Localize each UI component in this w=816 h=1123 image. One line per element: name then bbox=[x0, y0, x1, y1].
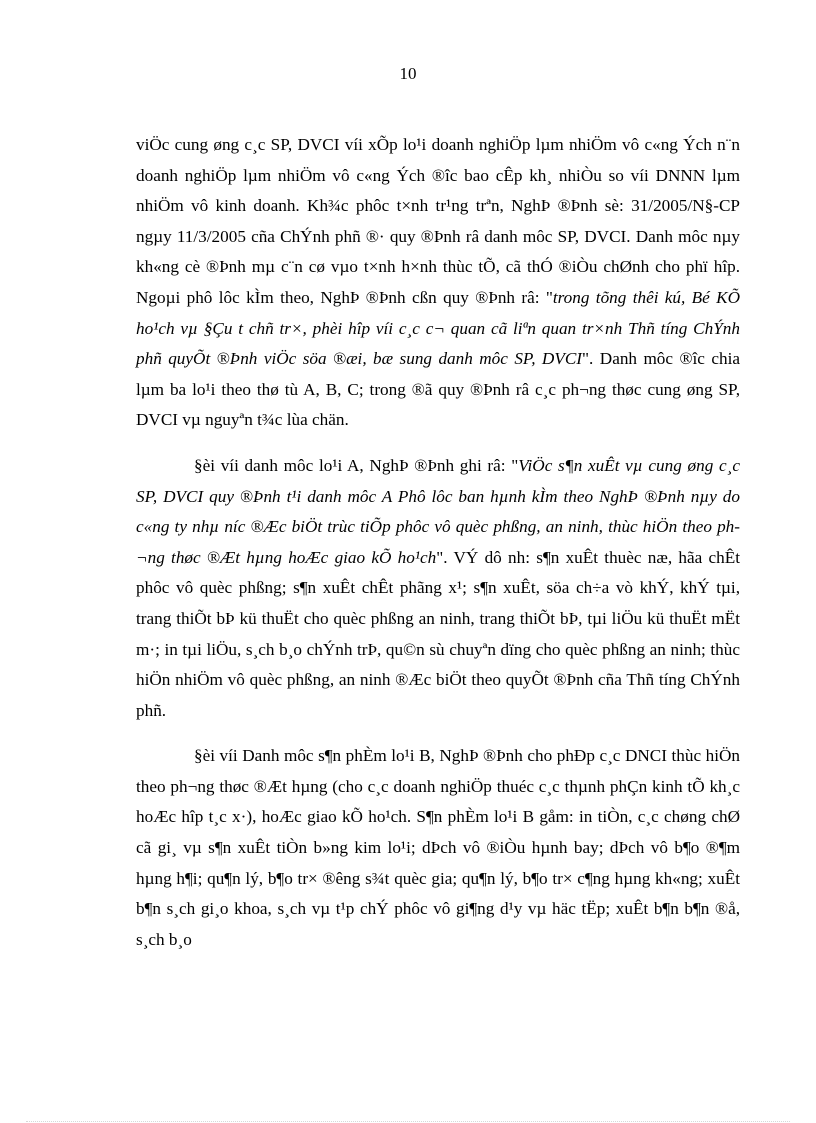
paragraph-2-text: §èi víi danh môc lo¹i A, NghÞ ®Þnh ghi râ: " bbox=[194, 455, 519, 475]
document-body bbox=[136, 130, 740, 970]
page-number: 10 bbox=[399, 64, 417, 83]
paragraph-1-quote: trong tõng thêi kú, Bé KÕ ho¹ch vµ §Çu t chñ tr×, phèi hîp víi c¸c c¬ quan cã liªn quan tr×nh Thñ tíng ChÝnh phñ quyÕt ®Þnh viÖc söa ®æi, bæ sung danh môc SP, DVCI bbox=[136, 287, 741, 369]
page-bottom-divider bbox=[26, 1121, 790, 1122]
paragraph-3-text: §èi víi Danh môc s¶n phÈm lo¹i B, NghÞ ®Þnh cho phÐp c¸c DNCI thùc hiÖn theo ph¬ng thøc ®Æt hµng (cho c¸c doanh nghiÖp thuéc c¸c thµnh phÇn kinh tÕ kh¸c hoÆc hîp t¸c x·), hoÆc giao kÕ ho¹ch. S¶n phÈm lo¹i B gåm: in tiÒn, c¸c chøng chØ cã gi¸ vµ s¶n xuÊt tiÒn b»ng kim lo¹i; dÞch vô ®iÒu hµnh bay; dÞch vô b¶o ®¶m hµng h¶i; qu¶n lý, b¶o tr× ®êng s¾t quèc gia; qu¶n lý, b¶o tr× c¶ng hµng kh«ng; xuÊt b¶n s¸ch gi¸o khoa, s¸ch vµ t¹p chÝ phôc vô gi¶ng d¹y vµ häc tËp; xuÊt b¶n b¶n ®å, s¸ch b¸o bbox=[136, 746, 740, 949]
paragraph-2-quote: ViÖc s¶n xuÊt vµ cung øng c¸c SP, DVCI quy ®Þnh t¹i danh môc A Phô lôc ban hµnh kÌm theo NghÞ ®Þnh nµy do c«ng ty nhµ níc ®Æc biÖt trùc tiÕp phôc vô quèc phßng, an ninh, thùc hiÖn theo ph¬ng thøc ®Æt hµng hoÆc giao kÕ ho¹ch bbox=[136, 455, 740, 567]
paragraph-1-text: viÖc cung øng c¸c SP, DVCI víi xÕp lo¹i doanh nghiÖp lµm nhiÖm vô c«ng Ých n¨n doanh nghiÖp lµm nhiÖm vô c«ng Ých ®îc bao cÊp kh¸ nhiÒu so víi DNNN lµm nhiÖm vô kinh doanh. Kh¾c phôc t×nh tr¹ng trªn, NghÞ ®Þnh sè: 31/2005/N§-CP ngµy 11/3/2005 cña ChÝnh phñ ®· quy ®Þnh râ danh môc SP, DVCI. Danh môc nµy kh«ng cè ®Þnh mµ c¨n cø vµo t×nh h×nh thùc tÕ, cã thÓ ®iÒu chØnh cho phï hîp. Ngoµi phô lôc kÌm theo, NghÞ ®Þnh cßn quy ®Þnh râ: " bbox=[136, 135, 740, 307]
paragraph-1 bbox=[136, 130, 740, 436]
paragraph-1-text-end: ". Danh môc ®îc chia lµm ba lo¹i theo thø tù A, B, C; trong ®ã quy ®Þnh râ c¸c ph¬ng thøc cung øng SP, DVCI vµ nguyªn t¾c lùa chän. bbox=[136, 349, 740, 430]
paragraph-2-text-end: ". VÝ dô nh: s¶n xuÊt thuèc næ, hãa chÊt phôc vô quèc phßng; s¶n xuÊt chÊt phãng x¹; s¶n xuÊt, söa ch÷a vò khÝ, khÝ tµi, trang thiÕt bÞ kü thuËt cho quèc phßng an ninh, trang thiÕt bÞ, tµi liÖu kü thuËt mËt m·; in tµi liÖu, s¸ch b¸o chÝnh trÞ, qu©n sù chuyªn dïng cho quèc phßng an ninh; thùc hiÖn nhiÖm vô quèc phßng, an ninh ®Æc biÖt theo quyÕt ®Þnh cña Thñ tíng ChÝnh phñ. bbox=[136, 547, 741, 720]
paragraph-3 bbox=[136, 741, 740, 955]
paragraph-2 bbox=[136, 451, 740, 726]
